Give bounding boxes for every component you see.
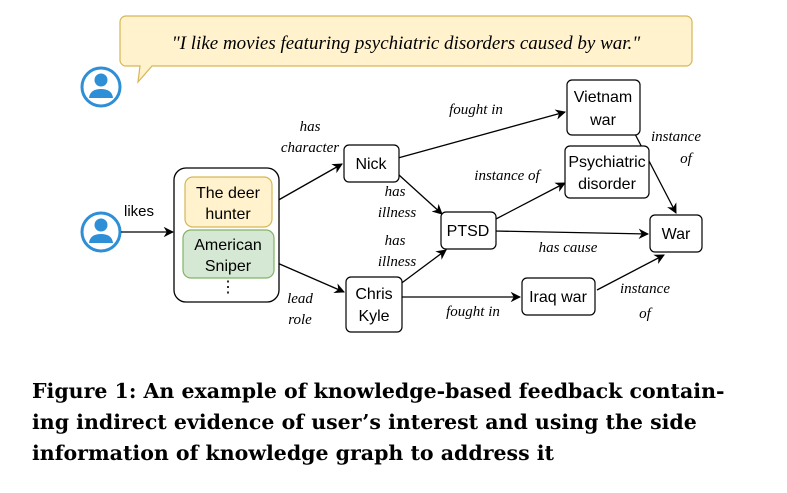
figure-caption <box>32 376 772 469</box>
edge-label-fought-in-top: fought in <box>449 102 503 118</box>
caption-line-3: information of knowledge graph to address it <box>32 441 555 465</box>
edge-label-instance-of-ptsd: instance of <box>474 168 540 184</box>
user-icon <box>82 213 120 251</box>
node-vietnam-war-line2: war <box>590 112 616 129</box>
edge-label-has-illness-nick-line1: has <box>384 184 406 200</box>
edge-label-has-illness-chris-line2: illness <box>377 254 417 270</box>
edge-label-has-character-line2: character <box>280 140 340 156</box>
edge-lead-role <box>275 262 344 292</box>
edge-label-instance-of-iraq-line1: instance <box>620 281 670 297</box>
edge-label-has-character-line1: has <box>299 119 321 135</box>
more-movies-ellipsis: ⋮ <box>220 279 236 296</box>
user-quote: "I like movies featuring psychiatric disorders caused by war." <box>171 33 641 54</box>
edge-ptsd-psych <box>494 183 565 220</box>
node-psychiatric-line2: disorder <box>578 176 636 193</box>
edge-ptsd-war <box>494 231 648 234</box>
edge-has-character <box>275 164 342 202</box>
edge-label-has-illness-nick-line2: illness <box>377 205 417 221</box>
node-vietnam-war-line1: Vietnam <box>573 89 633 106</box>
edge-label-has-cause: has cause <box>538 240 598 256</box>
caption-line-2: ing indirect evidence of user’s interest and using the side <box>32 410 697 434</box>
node-chris-kyle-line2: Kyle <box>358 308 390 325</box>
edge-label-lead-role-line2: role <box>288 312 312 328</box>
edge-label-instance-of-iraq-line2: of <box>639 306 651 322</box>
edge-label-has-illness-chris-line1: has <box>384 233 406 249</box>
node-chris-kyle-line1: Chris <box>355 286 393 303</box>
edge-label-fought-in-bottom: fought in <box>446 304 500 320</box>
movie-deer-hunter-line2: hunter <box>205 206 251 223</box>
node-iraq-war-label: Iraq war <box>529 289 587 306</box>
node-ptsd-label: PTSD <box>446 223 490 240</box>
node-nick-label: Nick <box>355 156 387 173</box>
node-psychiatric-line1: Psychiatric <box>568 154 646 171</box>
user-icon <box>82 68 120 106</box>
movie-american-sniper-line2: Sniper <box>204 258 252 275</box>
edge-label-likes: likes <box>124 203 155 220</box>
edge-label-lead-role-line1: lead <box>287 291 313 307</box>
edge-label-instance-of-vietnam-line2: of <box>680 151 692 167</box>
edge-label-instance-of-vietnam-line1: instance <box>651 129 701 145</box>
node-war-label: War <box>661 226 691 243</box>
movie-american-sniper-line1: American <box>194 237 262 254</box>
edge-nick-vietnam <box>398 112 565 158</box>
caption-line-1: Figure 1: An example of knowledge-based feedback contain- <box>32 379 725 403</box>
movie-deer-hunter-line1: The deer <box>195 185 261 202</box>
